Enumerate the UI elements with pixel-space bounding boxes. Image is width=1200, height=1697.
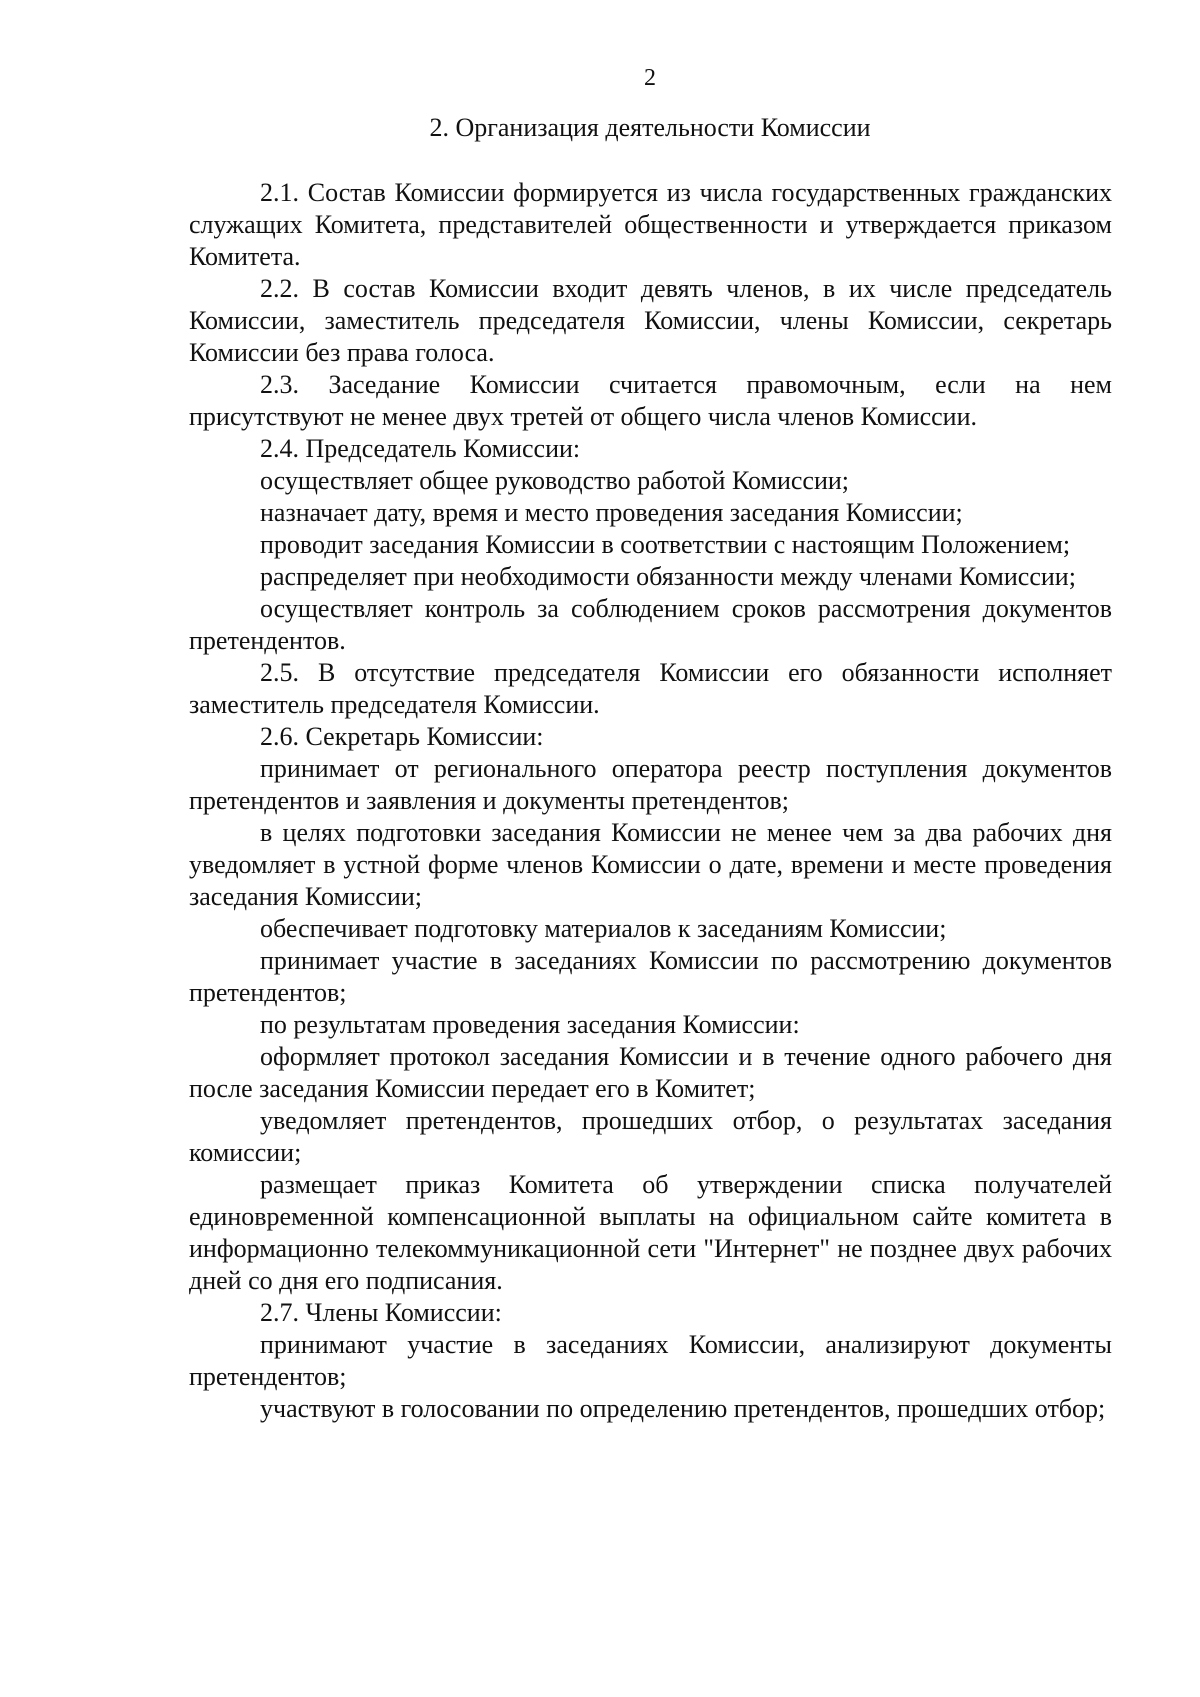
paragraph: оформляет протокол заседания Комиссии и в течение одного рабочего дня после заседания Комиссии передает его в Комитет; xyxy=(189,1042,1112,1103)
paragraph: 2.5. В отсутствие председателя Комиссии его обязанности исполняет заместитель председателя Комиссии. xyxy=(189,658,1112,719)
paragraph: назначает дату, время и место проведения заседания Комиссии; xyxy=(260,498,963,527)
page-number: 2 xyxy=(644,65,656,91)
document-body xyxy=(189,177,1112,1425)
paragraph: осуществляет общее руководство работой Комиссии; xyxy=(260,466,850,495)
paragraph: распределяет при необходимости обязанности между членами Комиссии; xyxy=(260,562,1076,591)
paragraph: обеспечивает подготовку материалов к заседаниям Комиссии; xyxy=(260,914,947,943)
paragraph: 2.1. Состав Комиссии формируется из числа государственных гражданских служащих Комитета, представителей общественности и утверждается приказом Комитета. xyxy=(189,178,1112,271)
paragraph: 2.3. Заседание Комиссии считается правомочным, если на нем присутствуют не менее двух третей от общего числа членов Комиссии. xyxy=(189,370,1112,431)
paragraph: проводит заседания Комиссии в соответствии с настоящим Положением; xyxy=(260,530,1071,559)
paragraph: принимают участие в заседаниях Комиссии, анализируют документы претендентов; xyxy=(189,1330,1112,1391)
section-title: 2. Организация деятельности Комиссии xyxy=(429,113,871,142)
paragraph: по результатам проведения заседания Комиссии: xyxy=(260,1010,800,1039)
paragraph: принимает участие в заседаниях Комиссии по рассмотрению документов претендентов; xyxy=(189,946,1112,1007)
paragraph: уведомляет претендентов, прошедших отбор, о результатах заседания комиссии; xyxy=(189,1106,1112,1167)
paragraph: 2.2. В состав Комиссии входит девять членов, в их числе председатель Комиссии, заместитель председателя Комиссии, члены Комиссии, секретарь Комиссии без права голоса. xyxy=(189,274,1112,367)
paragraph: в целях подготовки заседания Комиссии не менее чем за два рабочих дня уведомляет в устной форме членов Комиссии о дате, времени и месте проведения заседания Комиссии; xyxy=(189,818,1112,911)
paragraph: осуществляет контроль за соблюдением сроков рассмотрения документов претендентов. xyxy=(189,594,1112,655)
paragraph: принимает от регионального оператора реестр поступления документов претендентов и заявления и документы претендентов; xyxy=(189,754,1112,815)
paragraph: 2.4. Председатель Комиссии: xyxy=(260,434,581,463)
paragraph: 2.7. Члены Комиссии: xyxy=(260,1298,502,1327)
paragraph: участвуют в голосовании по определению претендентов, прошедших отбор; xyxy=(260,1394,1106,1423)
paragraph: 2.6. Секретарь Комиссии: xyxy=(260,722,544,751)
paragraph: размещает приказ Комитета об утверждении списка получателей единовременной компенсационной выплаты на официальном сайте комитета в информационно телекоммуникационной сети "Интернет" не позднее двух рабочих дней со дня его подписания. xyxy=(189,1170,1112,1295)
